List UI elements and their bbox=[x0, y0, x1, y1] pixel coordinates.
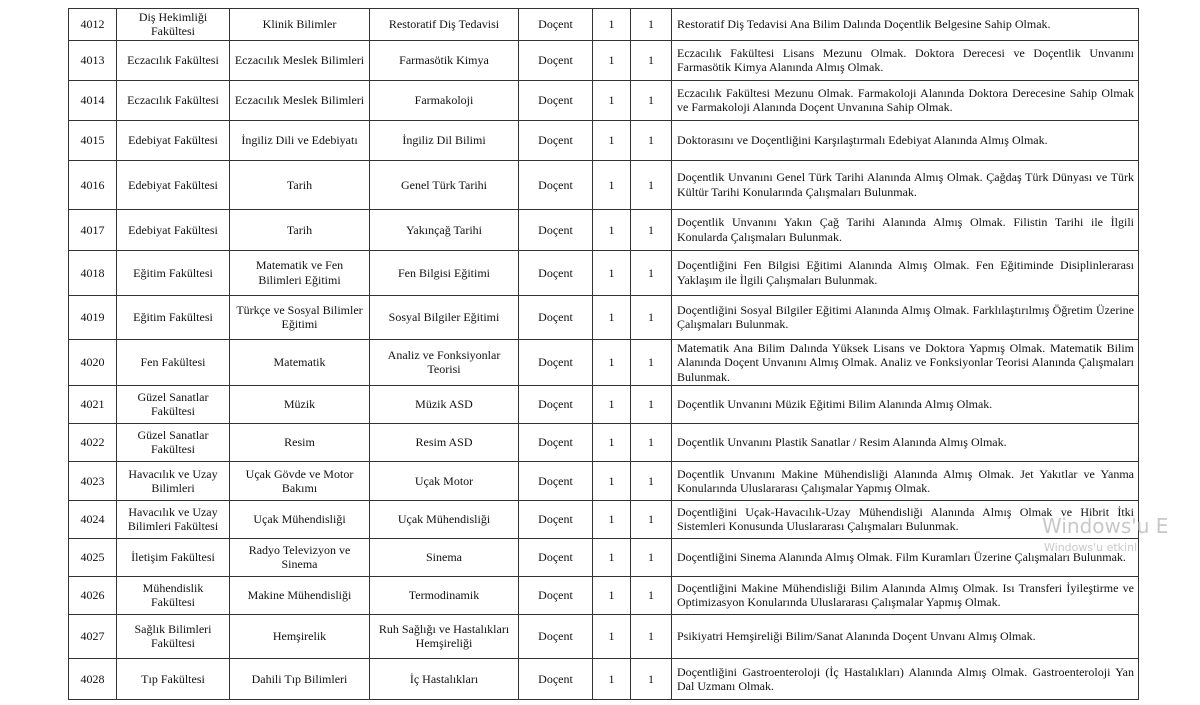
requirement-cell: Doçentliğini Uçak-Havacılık-Uzay Mühendisliği Alanında Almış Olmak ve Hibrit İtki Sistemleri Konusunda Uluslararası Çalışmaları Bulunmak. bbox=[672, 500, 1139, 538]
watermark-subtitle: Windows'u etkinl bbox=[1044, 541, 1138, 554]
table-row bbox=[69, 423, 1139, 461]
field-cell: Farmakoloji bbox=[370, 80, 519, 120]
table-row bbox=[69, 250, 1139, 295]
table-row bbox=[69, 658, 1139, 699]
count-cell: 1 bbox=[593, 80, 631, 120]
department-cell: Tarih bbox=[230, 160, 370, 209]
position-number: 4016 bbox=[69, 160, 117, 209]
count-cell: 1 bbox=[593, 385, 631, 423]
title-cell: Doçent bbox=[519, 614, 593, 658]
field-cell: Sinema bbox=[370, 538, 519, 576]
degree-cell: 1 bbox=[631, 295, 672, 339]
table-row bbox=[69, 576, 1139, 614]
position-number: 4019 bbox=[69, 295, 117, 339]
table-row bbox=[69, 40, 1139, 80]
position-number: 4018 bbox=[69, 250, 117, 295]
requirement-cell: Doçentlik Unvanını Makine Mühendisliği Alanında Almış Olmak. Jet Yakıtlar ve Yanma Konularında Uluslararası Çalışmalar Yapmış Olmak. bbox=[672, 461, 1139, 500]
count-cell: 1 bbox=[593, 614, 631, 658]
department-cell: Tarih bbox=[230, 209, 370, 250]
table-row bbox=[69, 538, 1139, 576]
degree-cell: 1 bbox=[631, 209, 672, 250]
faculty-cell: İletişim Fakültesi bbox=[117, 538, 230, 576]
title-cell: Doçent bbox=[519, 40, 593, 80]
position-table bbox=[68, 8, 1139, 700]
table-row bbox=[69, 500, 1139, 538]
title-cell: Doçent bbox=[519, 120, 593, 160]
degree-cell: 1 bbox=[631, 120, 672, 160]
count-cell: 1 bbox=[593, 423, 631, 461]
department-cell: Eczacılık Meslek Bilimleri bbox=[230, 80, 370, 120]
faculty-cell: Eczacılık Fakültesi bbox=[117, 80, 230, 120]
watermark-title: Windows'u E bbox=[1042, 514, 1169, 538]
count-cell: 1 bbox=[593, 160, 631, 209]
faculty-cell: Eğitim Fakültesi bbox=[117, 295, 230, 339]
requirement-cell: Doktorasını ve Doçentliğini Karşılaştırmalı Edebiyat Alanında Almış Olmak. bbox=[672, 120, 1139, 160]
count-cell: 1 bbox=[593, 658, 631, 699]
department-cell: Müzik bbox=[230, 385, 370, 423]
position-table-body bbox=[69, 9, 1139, 700]
position-number: 4027 bbox=[69, 614, 117, 658]
department-cell: Matematik bbox=[230, 339, 370, 385]
degree-cell: 1 bbox=[631, 576, 672, 614]
degree-cell: 1 bbox=[631, 160, 672, 209]
title-cell: Doçent bbox=[519, 500, 593, 538]
table-row bbox=[69, 80, 1139, 120]
field-cell: Resim ASD bbox=[370, 423, 519, 461]
requirement-cell: Eczacılık Fakültesi Lisans Mezunu Olmak. Doktora Derecesi ve Doçentlik Unvanını Farmasötik Kimya Alanında Almış Olmak. bbox=[672, 40, 1139, 80]
department-cell: Uçak Mühendisliği bbox=[230, 500, 370, 538]
position-number: 4013 bbox=[69, 40, 117, 80]
position-number: 4026 bbox=[69, 576, 117, 614]
table-row bbox=[69, 160, 1139, 209]
degree-cell: 1 bbox=[631, 538, 672, 576]
position-number: 4025 bbox=[69, 538, 117, 576]
position-number: 4021 bbox=[69, 385, 117, 423]
degree-cell: 1 bbox=[631, 9, 672, 41]
department-cell: Hemşirelik bbox=[230, 614, 370, 658]
faculty-cell: Eczacılık Fakültesi bbox=[117, 40, 230, 80]
activation-watermark bbox=[1042, 514, 1168, 554]
field-cell: Restoratif Diş Tedavisi bbox=[370, 9, 519, 41]
title-cell: Doçent bbox=[519, 385, 593, 423]
count-cell: 1 bbox=[593, 40, 631, 80]
faculty-cell: Fen Fakültesi bbox=[117, 339, 230, 385]
position-number: 4014 bbox=[69, 80, 117, 120]
field-cell: Termodinamik bbox=[370, 576, 519, 614]
department-cell: Resim bbox=[230, 423, 370, 461]
degree-cell: 1 bbox=[631, 658, 672, 699]
requirement-cell: Doçentliğini Sinema Alanında Almış Olmak. Film Kuramları Üzerine Çalışmaları Bulunmak. bbox=[672, 538, 1139, 576]
table-row bbox=[69, 120, 1139, 160]
table-row bbox=[69, 461, 1139, 500]
faculty-cell: Diş Hekimliği Fakültesi bbox=[117, 9, 230, 41]
position-number: 4012 bbox=[69, 9, 117, 41]
requirement-cell: Doçentliğini Sosyal Bilgiler Eğitimi Alanında Almış Olmak. Farklılaştırılmış Öğretim Üzerine Çalışmaları Bulunmak. bbox=[672, 295, 1139, 339]
field-cell: Yakınçağ Tarihi bbox=[370, 209, 519, 250]
position-number: 4023 bbox=[69, 461, 117, 500]
position-number: 4028 bbox=[69, 658, 117, 699]
degree-cell: 1 bbox=[631, 461, 672, 500]
department-cell: Matematik ve Fen Bilimleri Eğitimi bbox=[230, 250, 370, 295]
field-cell: Sosyal Bilgiler Eğitimi bbox=[370, 295, 519, 339]
faculty-cell: Edebiyat Fakültesi bbox=[117, 120, 230, 160]
faculty-cell: Havacılık ve Uzay Bilimleri Fakültesi bbox=[117, 500, 230, 538]
count-cell: 1 bbox=[593, 250, 631, 295]
position-number: 4015 bbox=[69, 120, 117, 160]
field-cell: Uçak Mühendisliği bbox=[370, 500, 519, 538]
title-cell: Doçent bbox=[519, 658, 593, 699]
count-cell: 1 bbox=[593, 295, 631, 339]
field-cell: İç Hastalıkları bbox=[370, 658, 519, 699]
position-number: 4020 bbox=[69, 339, 117, 385]
degree-cell: 1 bbox=[631, 40, 672, 80]
field-cell: Farmasötik Kimya bbox=[370, 40, 519, 80]
degree-cell: 1 bbox=[631, 385, 672, 423]
table-row bbox=[69, 209, 1139, 250]
field-cell: Müzik ASD bbox=[370, 385, 519, 423]
title-cell: Doçent bbox=[519, 80, 593, 120]
title-cell: Doçent bbox=[519, 423, 593, 461]
faculty-cell: Havacılık ve Uzay Bilimleri bbox=[117, 461, 230, 500]
table-row bbox=[69, 385, 1139, 423]
field-cell: Uçak Motor bbox=[370, 461, 519, 500]
faculty-cell: Güzel Sanatlar Fakültesi bbox=[117, 423, 230, 461]
faculty-cell: Tıp Fakültesi bbox=[117, 658, 230, 699]
degree-cell: 1 bbox=[631, 423, 672, 461]
table-row bbox=[69, 614, 1139, 658]
position-number: 4017 bbox=[69, 209, 117, 250]
degree-cell: 1 bbox=[631, 500, 672, 538]
department-cell: İngiliz Dili ve Edebiyatı bbox=[230, 120, 370, 160]
requirement-cell: Restoratif Diş Tedavisi Ana Bilim Dalında Doçentlik Belgesine Sahip Olmak. bbox=[672, 9, 1139, 41]
requirement-cell: Eczacılık Fakültesi Mezunu Olmak. Farmakoloji Alanında Doktora Derecesine Sahip Olmak ve Farmakoloji Alanında Doçent Unvanına Sahip Olmak. bbox=[672, 80, 1139, 120]
field-cell: Ruh Sağlığı ve Hastalıkları Hemşireliği bbox=[370, 614, 519, 658]
title-cell: Doçent bbox=[519, 160, 593, 209]
department-cell: Türkçe ve Sosyal Bilimler Eğitimi bbox=[230, 295, 370, 339]
department-cell: Radyo Televizyon ve Sinema bbox=[230, 538, 370, 576]
count-cell: 1 bbox=[593, 461, 631, 500]
field-cell: Fen Bilgisi Eğitimi bbox=[370, 250, 519, 295]
count-cell: 1 bbox=[593, 120, 631, 160]
requirement-cell: Doçentlik Unvanını Müzik Eğitimi Bilim Alanında Almış Olmak. bbox=[672, 385, 1139, 423]
table-row bbox=[69, 295, 1139, 339]
degree-cell: 1 bbox=[631, 80, 672, 120]
field-cell: Analiz ve Fonksiyonlar Teorisi bbox=[370, 339, 519, 385]
title-cell: Doçent bbox=[519, 209, 593, 250]
field-cell: Genel Türk Tarihi bbox=[370, 160, 519, 209]
requirement-cell: Doçentliğini Makine Mühendisliği Bilim Alanında Almış Olmak. Isı Transferi İyileştirme ve Optimizasyon Konularında Uluslararası Çalışmalar Yapmış Olmak. bbox=[672, 576, 1139, 614]
position-number: 4022 bbox=[69, 423, 117, 461]
requirement-cell: Psikiyatri Hemşireliği Bilim/Sanat Alanında Doçent Unvanı Almış Olmak. bbox=[672, 614, 1139, 658]
count-cell: 1 bbox=[593, 339, 631, 385]
title-cell: Doçent bbox=[519, 576, 593, 614]
faculty-cell: Güzel Sanatlar Fakültesi bbox=[117, 385, 230, 423]
field-cell: İngiliz Dil Bilimi bbox=[370, 120, 519, 160]
title-cell: Doçent bbox=[519, 250, 593, 295]
title-cell: Doçent bbox=[519, 461, 593, 500]
count-cell: 1 bbox=[593, 538, 631, 576]
position-number: 4024 bbox=[69, 500, 117, 538]
count-cell: 1 bbox=[593, 500, 631, 538]
table-row bbox=[69, 9, 1139, 41]
department-cell: Makine Mühendisliği bbox=[230, 576, 370, 614]
count-cell: 1 bbox=[593, 209, 631, 250]
degree-cell: 1 bbox=[631, 250, 672, 295]
requirement-cell: Doçentliğini Fen Bilgisi Eğitimi Alanında Almış Olmak. Fen Eğitiminde Disiplinlerarası Yaklaşım ile İlgili Çalışmaları Bulunmak. bbox=[672, 250, 1139, 295]
faculty-cell: Edebiyat Fakültesi bbox=[117, 209, 230, 250]
title-cell: Doçent bbox=[519, 295, 593, 339]
department-cell: Dahili Tıp Bilimleri bbox=[230, 658, 370, 699]
count-cell: 1 bbox=[593, 576, 631, 614]
requirement-cell: Doçentlik Unvanını Yakın Çağ Tarihi Alanında Almış Olmak. Filistin Tarihi ile İlgili Konularda Çalışmaları Bulunmak. bbox=[672, 209, 1139, 250]
requirement-cell: Doçentliğini Gastroenteroloji (İç Hastalıkları) Alanında Almış Olmak. Gastroenteroloji Yan Dal Uzmanı Olmak. bbox=[672, 658, 1139, 699]
department-cell: Uçak Gövde ve Motor Bakımı bbox=[230, 461, 370, 500]
count-cell: 1 bbox=[593, 9, 631, 41]
requirement-cell: Matematik Ana Bilim Dalında Yüksek Lisans ve Doktora Yapmış Olmak. Matematik Bilim Alanında Doçent Unvanını Almış Olmak. Analiz ve Fonksiyonlar Teorisi Alanında Çalışmaları Bulunmak. bbox=[672, 339, 1139, 385]
table-row bbox=[69, 339, 1139, 385]
requirement-cell: Doçentlik Unvanını Plastik Sanatlar / Resim Alanında Almış Olmak. bbox=[672, 423, 1139, 461]
faculty-cell: Edebiyat Fakültesi bbox=[117, 160, 230, 209]
faculty-cell: Mühendislik Fakültesi bbox=[117, 576, 230, 614]
title-cell: Doçent bbox=[519, 9, 593, 41]
department-cell: Eczacılık Meslek Bilimleri bbox=[230, 40, 370, 80]
faculty-cell: Eğitim Fakültesi bbox=[117, 250, 230, 295]
title-cell: Doçent bbox=[519, 339, 593, 385]
degree-cell: 1 bbox=[631, 614, 672, 658]
degree-cell: 1 bbox=[631, 339, 672, 385]
faculty-cell: Sağlık Bilimleri Fakültesi bbox=[117, 614, 230, 658]
title-cell: Doçent bbox=[519, 538, 593, 576]
department-cell: Klinik Bilimler bbox=[230, 9, 370, 41]
requirement-cell: Doçentlik Unvanını Genel Türk Tarihi Alanında Almış Olmak. Çağdaş Türk Dünyası ve Türk Kültür Tarihi Konularında Çalışmaları Bulunmak. bbox=[672, 160, 1139, 209]
